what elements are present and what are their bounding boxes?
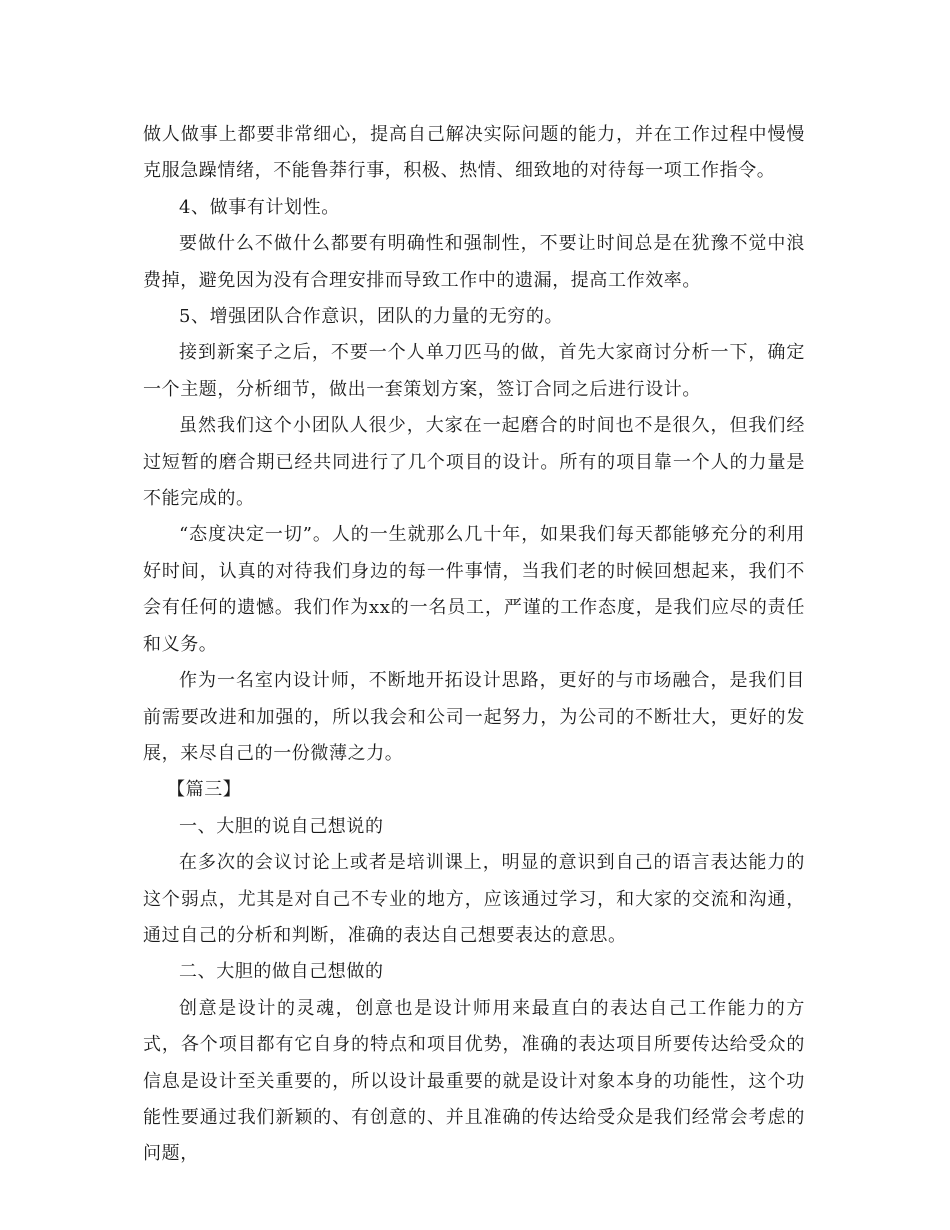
paragraph-heading-4: 4、做事有计划性。	[179, 196, 340, 218]
paragraph: 创意是设计的灵魂，创意也是设计师用来最直白的表达自己工作能力的方式，各个项目都有它自身的特点和项目优势，准确的表达项目所要传达给受众的信息是设计至关重要的，所以设计最重要的就是设计对象本身的功能性，这个功能性要通过我们新颖的、有创意的、并且准确的传达给受众是我们经常会考虑的问题，	[143, 997, 805, 1165]
paragraph-heading-1: 一、大胆的说自己想说的	[179, 815, 384, 837]
paragraph-continuation: 做人做事上都要非常细心，提高自己解决实际问题的能力，并在工作过程中慢慢克服急躁情绪，不能鲁莽行事，积极、热情、细致地的对待每一项工作指令。	[143, 124, 805, 182]
paragraph: 接到新案子之后，不要一个人单刀匹马的做，首先大家商讨分析一下，确定一个主题，分析细节，做出一套策划方案，签订合同之后进行设计。	[143, 342, 805, 400]
paragraph: 要做什么不做什么都要有明确性和强制性，不要让时间总是在犹豫不觉中浪费掉，避免因为没有合理安排而导致工作中的遗漏，提高工作效率。	[143, 233, 805, 291]
paragraph-heading-5: 5、增强团队合作意识，团队的力量的无穷的。	[179, 306, 564, 328]
section-title: 【篇三】	[167, 779, 242, 801]
paragraph: 在多次的会议讨论上或者是培训课上，明显的意识到自己的语言表达能力的这个弱点，尤其是对自己不专业的地方，应该通过学习，和大家的交流和沟通，通过自己的分析和判断，准确的表达自己想要表达的意思。	[143, 852, 805, 946]
document-body	[143, 117, 805, 1173]
paragraph-heading-2: 二、大胆的做自己想做的	[179, 961, 384, 983]
paragraph: 虽然我们这个小团队人很少，大家在一起磨合的时间也不是很久，但我们经过短暂的磨合期已经共同进行了几个项目的设计。所有的项目靠一个人的力量是不能完成的。	[143, 415, 805, 510]
paragraph: “态度决定一切”。人的一生就那么几十年，如果我们每天都能够充分的利用好时间，认真的对待我们身边的每一件事情，当我们老的时候回想起来，我们不会有任何的遗憾。我们作为xx的一名员工，严谨的工作态度，是我们应尽的责任和义务。	[143, 524, 805, 655]
paragraph: 作为一名室内设计师，不断地开拓设计思路，更好的与市场融合，是我们目前需要改进和加强的，所以我会和公司一起努力，为公司的不断壮大，更好的发展，来尽自己的一份微薄之力。	[143, 670, 805, 764]
